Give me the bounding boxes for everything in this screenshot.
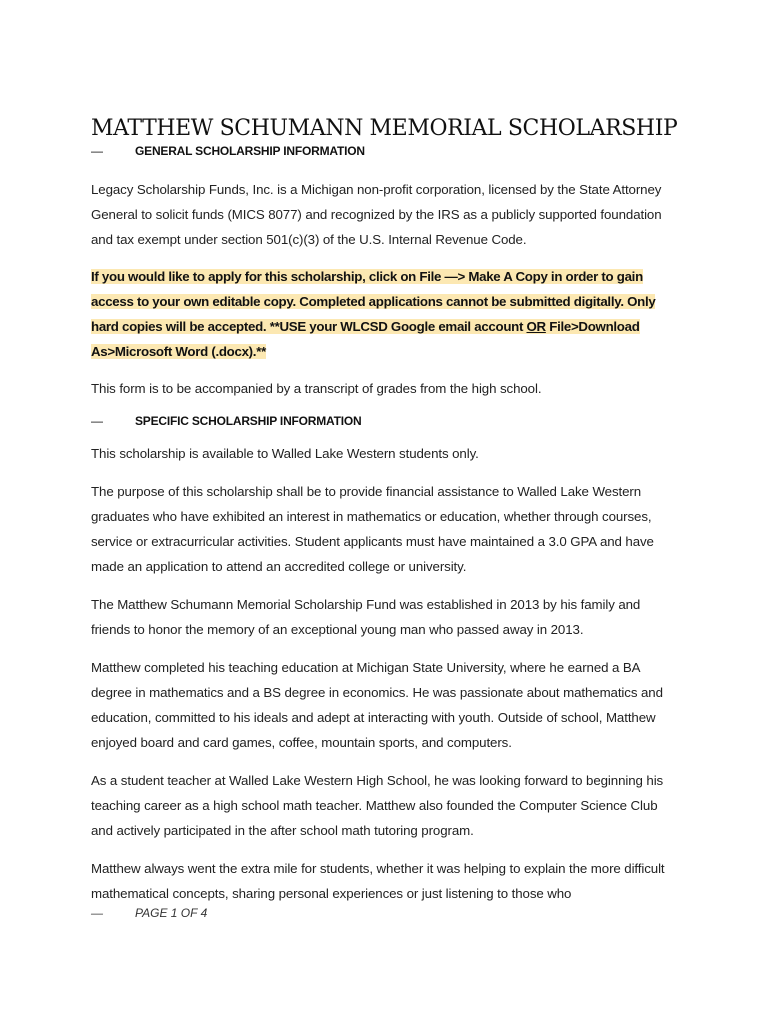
paragraph-fund-history: The Matthew Schumann Memorial Scholarship Fund was established in 2013 by his family and friends to honor the memory of an exceptional young man who passed away in 2013. — [91, 597, 641, 637]
paragraph-eligibility: This scholarship is available to Walled Lake Western students only. — [91, 446, 479, 461]
section-dash: — — [91, 414, 103, 428]
paragraph-extra-mile: Matthew always went the extra mile for students, whether it was helping to explain the more difficult mathematical concepts, sharing personal experiences or just listening to those who — [91, 861, 665, 901]
page-number: PAGE 1 OF 4 — [135, 906, 208, 920]
highlight-or: OR — [526, 319, 546, 334]
paragraph-purpose: The purpose of this scholarship shall be to provide financial assistance to Walled Lake Western graduates who have exhibited an interest in mathematics or education, whether through courses, service or extracurricular activities. Student applicants must have maintained a 3.0 GPA and have made an application to attend an accredited college or university. — [91, 484, 654, 574]
document-body — [91, 112, 681, 906]
document-title: MATTHEW SCHUMANN MEMORIAL SCHOLARSHIP — [91, 116, 678, 141]
paragraph-legacy-funds: Legacy Scholarship Funds, Inc. is a Michigan non-profit corporation, licensed by the State Attorney General to solicit funds (MICS 8077) and recognized by the IRS as a publicly supported foundation and tax exempt under section 501(c)(3) of the U.S. Internal Revenue Code. — [91, 182, 662, 247]
paragraph-student-teacher: As a student teacher at Walled Lake Western High School, he was looking forward to beginning his teaching career as a high school math teacher. Matthew also founded the Computer Science Club and actively participated in the after school math tutoring program. — [91, 773, 664, 838]
section-heading-specific — [91, 413, 681, 429]
section-title-general: GENERAL SCHOLARSHIP INFORMATION — [135, 144, 365, 158]
section-title-specific: SPECIFIC SCHOLARSHIP INFORMATION — [135, 414, 362, 428]
highlight-text-1: If you would like to apply for this scholarship, click on File —> Make A Copy in order to gain access to your own editable copy. Completed applications cannot be submitted digitally. Only hard copies will be accepted. **USE your WLCSD Google email account — [91, 269, 656, 334]
highlighted-instructions — [91, 264, 681, 364]
paragraph-education: Matthew completed his teaching education at Michigan State University, where he earned a BA degree in mathematics and a BS degree in economics. He was passionate about mathematics and education, committed to his ideals and adept at interacting with youth. Outside of school, Matthew enjoyed board and card games, coffee, mountain sports, and computers. — [91, 660, 663, 750]
paragraph-transcript: This form is to be accompanied by a transcript of grades from the high school. — [91, 381, 542, 396]
highlight-text-2: File>Download As>Microsoft Word (.docx).** — [91, 319, 640, 359]
section-dash: — — [91, 144, 103, 158]
page-footer — [91, 906, 207, 920]
footer-dash: — — [91, 906, 103, 920]
